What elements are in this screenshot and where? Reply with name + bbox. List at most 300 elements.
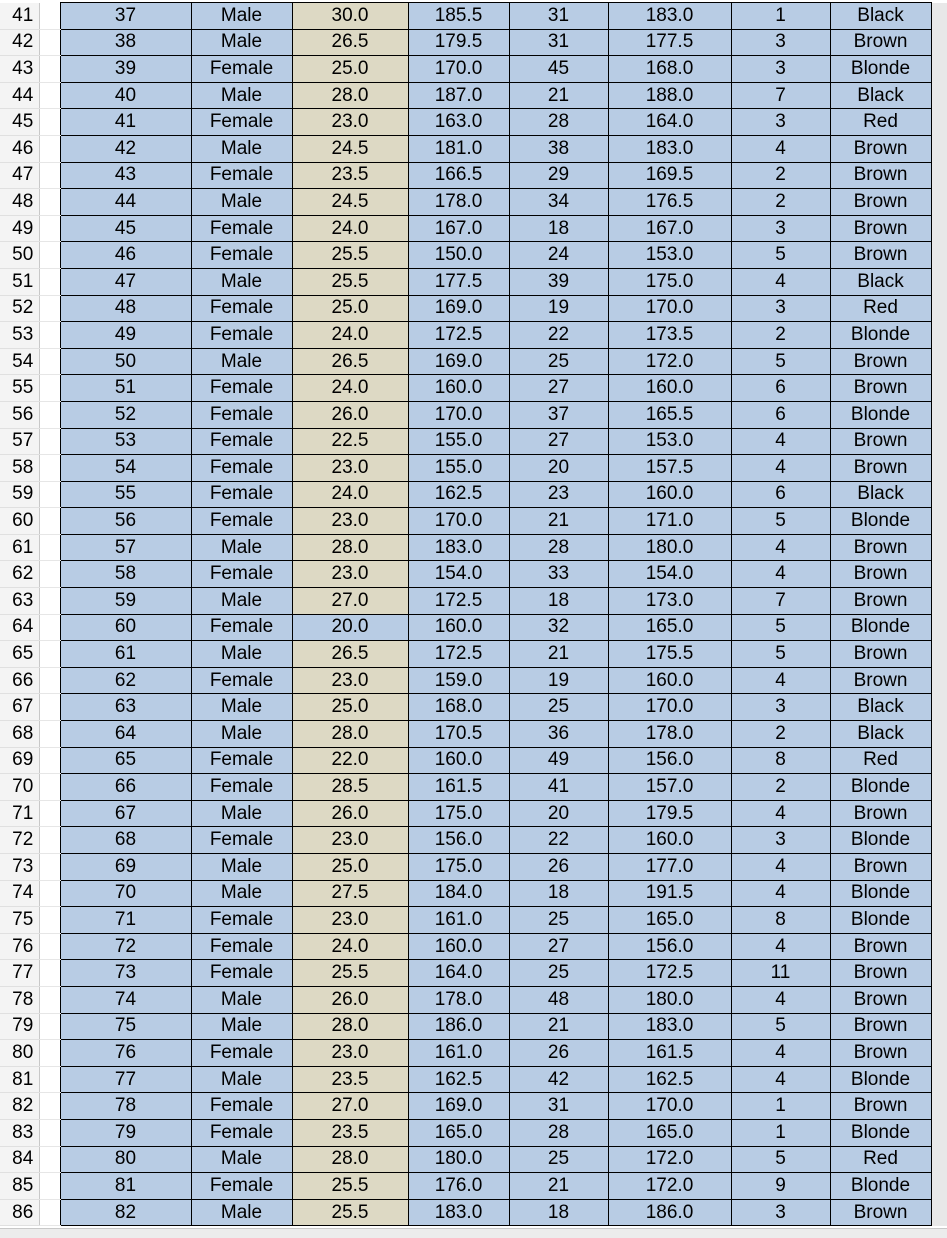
height-cell[interactable]: 185.5 (408, 3, 509, 30)
value-cell[interactable]: 37 (509, 401, 608, 428)
id-cell[interactable]: 64 (60, 721, 191, 748)
sex-cell[interactable]: Male (191, 268, 292, 295)
row-header[interactable]: 48 (0, 189, 39, 216)
hair-color-cell[interactable]: Brown (830, 428, 931, 455)
sex-cell[interactable]: Female (191, 56, 292, 83)
next-column-cell[interactable] (931, 800, 947, 827)
age-cell[interactable]: 23.0 (292, 667, 408, 694)
second-height-cell[interactable]: 161.5 (608, 1040, 731, 1067)
second-height-cell[interactable]: 170.0 (608, 694, 731, 721)
count-cell[interactable]: 5 (731, 508, 830, 535)
column-a-cell[interactable] (39, 189, 60, 216)
second-height-cell[interactable]: 180.0 (608, 534, 731, 561)
sex-cell[interactable]: Female (191, 242, 292, 269)
age-cell[interactable]: 28.0 (292, 721, 408, 748)
id-cell[interactable]: 54 (60, 455, 191, 482)
count-cell[interactable]: 5 (731, 641, 830, 668)
row-header[interactable]: 78 (0, 986, 39, 1013)
row-header[interactable]: 65 (0, 641, 39, 668)
hair-color-cell[interactable]: Brown (830, 986, 931, 1013)
row-header[interactable]: 76 (0, 933, 39, 960)
hair-color-cell[interactable]: Blonde (830, 774, 931, 801)
value-cell[interactable]: 25 (509, 907, 608, 934)
row-header[interactable]: 57 (0, 428, 39, 455)
next-column-cell[interactable] (931, 774, 947, 801)
next-column-cell[interactable] (931, 481, 947, 508)
id-cell[interactable]: 41 (60, 109, 191, 136)
height-cell[interactable]: 163.0 (408, 109, 509, 136)
second-height-cell[interactable]: 175.0 (608, 268, 731, 295)
hair-color-cell[interactable]: Blonde (830, 401, 931, 428)
count-cell[interactable]: 4 (731, 1040, 830, 1067)
count-cell[interactable]: 2 (731, 322, 830, 349)
column-a-cell[interactable] (39, 933, 60, 960)
count-cell[interactable]: 4 (731, 667, 830, 694)
second-height-cell[interactable]: 176.5 (608, 189, 731, 216)
column-a-cell[interactable] (39, 1173, 60, 1200)
height-cell[interactable]: 179.5 (408, 29, 509, 56)
second-height-cell[interactable]: 188.0 (608, 82, 731, 109)
column-a-cell[interactable] (39, 455, 60, 482)
second-height-cell[interactable]: 170.0 (608, 1093, 731, 1120)
column-a-cell[interactable] (39, 56, 60, 83)
value-cell[interactable]: 49 (509, 747, 608, 774)
second-height-cell[interactable]: 165.0 (608, 614, 731, 641)
value-cell[interactable]: 45 (509, 56, 608, 83)
age-cell[interactable]: 28.5 (292, 774, 408, 801)
sex-cell[interactable]: Male (191, 1199, 292, 1226)
row-header[interactable]: 54 (0, 348, 39, 375)
next-column-cell[interactable] (931, 588, 947, 615)
value-cell[interactable]: 20 (509, 800, 608, 827)
id-cell[interactable]: 47 (60, 268, 191, 295)
column-a-cell[interactable] (39, 375, 60, 402)
value-cell[interactable]: 26 (509, 1040, 608, 1067)
sex-cell[interactable]: Female (191, 561, 292, 588)
sex-cell[interactable]: Female (191, 455, 292, 482)
next-column-cell[interactable] (931, 747, 947, 774)
age-cell[interactable]: 27.0 (292, 1093, 408, 1120)
second-height-cell[interactable]: 183.0 (608, 135, 731, 162)
next-column-cell[interactable] (931, 1146, 947, 1173)
count-cell[interactable]: 1 (731, 1093, 830, 1120)
value-cell[interactable]: 27 (509, 428, 608, 455)
sex-cell[interactable]: Male (191, 348, 292, 375)
id-cell[interactable]: 78 (60, 1093, 191, 1120)
next-column-cell[interactable] (931, 1119, 947, 1146)
value-cell[interactable]: 21 (509, 508, 608, 535)
sex-cell[interactable]: Male (191, 1013, 292, 1040)
sex-cell[interactable]: Male (191, 986, 292, 1013)
count-cell[interactable]: 4 (731, 1066, 830, 1093)
age-cell[interactable]: 23.0 (292, 109, 408, 136)
count-cell[interactable]: 5 (731, 1146, 830, 1173)
height-cell[interactable]: 172.5 (408, 322, 509, 349)
sex-cell[interactable]: Female (191, 614, 292, 641)
sex-cell[interactable]: Male (191, 641, 292, 668)
age-cell[interactable]: 22.0 (292, 747, 408, 774)
height-cell[interactable]: 170.0 (408, 56, 509, 83)
second-height-cell[interactable]: 160.0 (608, 667, 731, 694)
age-cell[interactable]: 24.0 (292, 375, 408, 402)
sex-cell[interactable]: Female (191, 960, 292, 987)
age-cell[interactable]: 25.5 (292, 242, 408, 269)
row-header[interactable]: 81 (0, 1066, 39, 1093)
second-height-cell[interactable]: 165.0 (608, 1119, 731, 1146)
value-cell[interactable]: 31 (509, 3, 608, 30)
count-cell[interactable]: 4 (731, 561, 830, 588)
height-cell[interactable]: 162.5 (408, 1066, 509, 1093)
value-cell[interactable]: 18 (509, 1199, 608, 1226)
second-height-cell[interactable]: 178.0 (608, 721, 731, 748)
sex-cell[interactable]: Female (191, 109, 292, 136)
row-header[interactable]: 83 (0, 1119, 39, 1146)
next-column-cell[interactable] (931, 348, 947, 375)
age-cell[interactable]: 23.5 (292, 1066, 408, 1093)
id-cell[interactable]: 60 (60, 614, 191, 641)
second-height-cell[interactable]: 179.5 (608, 800, 731, 827)
height-cell[interactable]: 150.0 (408, 242, 509, 269)
second-height-cell[interactable]: 160.0 (608, 827, 731, 854)
age-cell[interactable]: 23.0 (292, 827, 408, 854)
count-cell[interactable]: 11 (731, 960, 830, 987)
second-height-cell[interactable]: 172.0 (608, 1146, 731, 1173)
id-cell[interactable]: 67 (60, 800, 191, 827)
id-cell[interactable]: 72 (60, 933, 191, 960)
id-cell[interactable]: 53 (60, 428, 191, 455)
row-header[interactable]: 41 (0, 3, 39, 30)
sex-cell[interactable]: Female (191, 295, 292, 322)
second-height-cell[interactable]: 156.0 (608, 747, 731, 774)
row-header[interactable]: 77 (0, 960, 39, 987)
count-cell[interactable]: 5 (731, 1013, 830, 1040)
id-cell[interactable]: 69 (60, 854, 191, 881)
row-header[interactable]: 67 (0, 694, 39, 721)
sex-cell[interactable]: Female (191, 162, 292, 189)
second-height-cell[interactable]: 173.0 (608, 588, 731, 615)
sex-cell[interactable]: Male (191, 694, 292, 721)
age-cell[interactable]: 24.0 (292, 933, 408, 960)
next-column-cell[interactable] (931, 721, 947, 748)
value-cell[interactable]: 25 (509, 348, 608, 375)
height-cell[interactable]: 180.0 (408, 1146, 509, 1173)
height-cell[interactable]: 160.0 (408, 375, 509, 402)
hair-color-cell[interactable]: Brown (830, 854, 931, 881)
second-height-cell[interactable]: 172.5 (608, 960, 731, 987)
height-cell[interactable]: 155.0 (408, 428, 509, 455)
row-header[interactable]: 42 (0, 29, 39, 56)
column-a-cell[interactable] (39, 82, 60, 109)
row-header[interactable]: 82 (0, 1093, 39, 1120)
column-a-cell[interactable] (39, 242, 60, 269)
count-cell[interactable]: 4 (731, 268, 830, 295)
height-cell[interactable]: 181.0 (408, 135, 509, 162)
id-cell[interactable]: 75 (60, 1013, 191, 1040)
second-height-cell[interactable]: 183.0 (608, 1013, 731, 1040)
second-height-cell[interactable]: 177.0 (608, 854, 731, 881)
count-cell[interactable]: 1 (731, 1119, 830, 1146)
value-cell[interactable]: 22 (509, 827, 608, 854)
hair-color-cell[interactable]: Blonde (830, 880, 931, 907)
row-header[interactable]: 49 (0, 215, 39, 242)
row-header[interactable]: 43 (0, 56, 39, 83)
hair-color-cell[interactable]: Red (830, 295, 931, 322)
age-cell[interactable]: 26.0 (292, 800, 408, 827)
value-cell[interactable]: 21 (509, 82, 608, 109)
count-cell[interactable]: 6 (731, 375, 830, 402)
column-a-cell[interactable] (39, 295, 60, 322)
value-cell[interactable]: 20 (509, 455, 608, 482)
value-cell[interactable]: 31 (509, 1093, 608, 1120)
second-height-cell[interactable]: 162.5 (608, 1066, 731, 1093)
count-cell[interactable]: 3 (731, 827, 830, 854)
column-a-cell[interactable] (39, 986, 60, 1013)
row-header[interactable]: 64 (0, 614, 39, 641)
id-cell[interactable]: 66 (60, 774, 191, 801)
hair-color-cell[interactable]: Blonde (830, 56, 931, 83)
sex-cell[interactable]: Female (191, 375, 292, 402)
count-cell[interactable]: 4 (731, 534, 830, 561)
hair-color-cell[interactable]: Brown (830, 588, 931, 615)
height-cell[interactable]: 183.0 (408, 534, 509, 561)
column-a-cell[interactable] (39, 747, 60, 774)
row-header[interactable]: 75 (0, 907, 39, 934)
id-cell[interactable]: 73 (60, 960, 191, 987)
next-column-cell[interactable] (931, 56, 947, 83)
value-cell[interactable]: 19 (509, 667, 608, 694)
age-cell[interactable]: 23.0 (292, 1040, 408, 1067)
count-cell[interactable]: 1 (731, 3, 830, 30)
row-header[interactable]: 69 (0, 747, 39, 774)
next-column-cell[interactable] (931, 401, 947, 428)
value-cell[interactable]: 21 (509, 1173, 608, 1200)
age-cell[interactable]: 24.5 (292, 189, 408, 216)
hair-color-cell[interactable]: Brown (830, 933, 931, 960)
height-cell[interactable]: 187.0 (408, 82, 509, 109)
row-header[interactable]: 80 (0, 1040, 39, 1067)
count-cell[interactable]: 5 (731, 242, 830, 269)
age-cell[interactable]: 24.0 (292, 215, 408, 242)
value-cell[interactable]: 27 (509, 933, 608, 960)
next-column-cell[interactable] (931, 3, 947, 30)
count-cell[interactable]: 3 (731, 295, 830, 322)
second-height-cell[interactable]: 175.5 (608, 641, 731, 668)
second-height-cell[interactable]: 173.5 (608, 322, 731, 349)
count-cell[interactable]: 3 (731, 215, 830, 242)
hair-color-cell[interactable]: Blonde (830, 1066, 931, 1093)
next-column-cell[interactable] (931, 1066, 947, 1093)
id-cell[interactable]: 40 (60, 82, 191, 109)
age-cell[interactable]: 23.0 (292, 508, 408, 535)
sex-cell[interactable]: Female (191, 322, 292, 349)
value-cell[interactable]: 38 (509, 135, 608, 162)
second-height-cell[interactable]: 170.0 (608, 295, 731, 322)
height-cell[interactable]: 169.0 (408, 295, 509, 322)
next-column-cell[interactable] (931, 455, 947, 482)
age-cell[interactable]: 23.5 (292, 162, 408, 189)
age-cell[interactable]: 20.0 (292, 614, 408, 641)
next-column-cell[interactable] (931, 135, 947, 162)
hair-color-cell[interactable]: Brown (830, 960, 931, 987)
id-cell[interactable]: 71 (60, 907, 191, 934)
row-header[interactable]: 46 (0, 135, 39, 162)
height-cell[interactable]: 183.0 (408, 1199, 509, 1226)
row-header[interactable]: 51 (0, 268, 39, 295)
age-cell[interactable]: 28.0 (292, 534, 408, 561)
height-cell[interactable]: 161.5 (408, 774, 509, 801)
hair-color-cell[interactable]: Blonde (830, 907, 931, 934)
second-height-cell[interactable]: 186.0 (608, 1199, 731, 1226)
value-cell[interactable]: 41 (509, 774, 608, 801)
age-cell[interactable]: 25.5 (292, 960, 408, 987)
count-cell[interactable]: 4 (731, 455, 830, 482)
hair-color-cell[interactable]: Blonde (830, 827, 931, 854)
id-cell[interactable]: 80 (60, 1146, 191, 1173)
id-cell[interactable]: 43 (60, 162, 191, 189)
count-cell[interactable]: 4 (731, 854, 830, 881)
next-column-cell[interactable] (931, 162, 947, 189)
height-cell[interactable]: 167.0 (408, 215, 509, 242)
value-cell[interactable]: 28 (509, 534, 608, 561)
hair-color-cell[interactable]: Brown (830, 641, 931, 668)
height-cell[interactable]: 170.5 (408, 721, 509, 748)
second-height-cell[interactable]: 157.5 (608, 455, 731, 482)
hair-color-cell[interactable]: Blonde (830, 614, 931, 641)
height-cell[interactable]: 161.0 (408, 1040, 509, 1067)
second-height-cell[interactable]: 183.0 (608, 3, 731, 30)
count-cell[interactable]: 6 (731, 481, 830, 508)
row-header[interactable]: 70 (0, 774, 39, 801)
hair-color-cell[interactable]: Brown (830, 1013, 931, 1040)
value-cell[interactable]: 28 (509, 1119, 608, 1146)
row-header[interactable]: 68 (0, 721, 39, 748)
column-a-cell[interactable] (39, 561, 60, 588)
row-header[interactable]: 47 (0, 162, 39, 189)
column-a-cell[interactable] (39, 721, 60, 748)
sex-cell[interactable]: Male (191, 29, 292, 56)
column-a-cell[interactable] (39, 588, 60, 615)
column-a-cell[interactable] (39, 880, 60, 907)
age-cell[interactable]: 28.0 (292, 82, 408, 109)
next-column-cell[interactable] (931, 29, 947, 56)
hair-color-cell[interactable]: Brown (830, 800, 931, 827)
hair-color-cell[interactable]: Blonde (830, 1173, 931, 1200)
height-cell[interactable]: 172.5 (408, 588, 509, 615)
count-cell[interactable]: 2 (731, 721, 830, 748)
id-cell[interactable]: 65 (60, 747, 191, 774)
height-cell[interactable]: 186.0 (408, 1013, 509, 1040)
height-cell[interactable]: 178.0 (408, 189, 509, 216)
age-cell[interactable]: 24.0 (292, 322, 408, 349)
count-cell[interactable]: 3 (731, 1199, 830, 1226)
age-cell[interactable]: 28.0 (292, 1146, 408, 1173)
hair-color-cell[interactable]: Blonde (830, 322, 931, 349)
age-cell[interactable]: 28.0 (292, 1013, 408, 1040)
row-header[interactable]: 86 (0, 1199, 39, 1226)
next-column-cell[interactable] (931, 109, 947, 136)
column-a-cell[interactable] (39, 534, 60, 561)
age-cell[interactable]: 27.5 (292, 880, 408, 907)
height-cell[interactable]: 172.5 (408, 641, 509, 668)
row-header[interactable]: 58 (0, 455, 39, 482)
count-cell[interactable]: 5 (731, 614, 830, 641)
second-height-cell[interactable]: 180.0 (608, 986, 731, 1013)
row-header[interactable]: 61 (0, 534, 39, 561)
hair-color-cell[interactable]: Brown (830, 667, 931, 694)
hair-color-cell[interactable]: Black (830, 694, 931, 721)
value-cell[interactable]: 22 (509, 322, 608, 349)
sex-cell[interactable]: Male (191, 854, 292, 881)
age-cell[interactable]: 26.5 (292, 29, 408, 56)
id-cell[interactable]: 74 (60, 986, 191, 1013)
second-height-cell[interactable]: 164.0 (608, 109, 731, 136)
sex-cell[interactable]: Female (191, 933, 292, 960)
height-cell[interactable]: 170.0 (408, 401, 509, 428)
id-cell[interactable]: 48 (60, 295, 191, 322)
height-cell[interactable]: 178.0 (408, 986, 509, 1013)
hair-color-cell[interactable]: Brown (830, 348, 931, 375)
age-cell[interactable]: 25.0 (292, 295, 408, 322)
count-cell[interactable]: 4 (731, 135, 830, 162)
column-a-cell[interactable] (39, 1119, 60, 1146)
value-cell[interactable]: 39 (509, 268, 608, 295)
id-cell[interactable]: 38 (60, 29, 191, 56)
id-cell[interactable]: 81 (60, 1173, 191, 1200)
row-header[interactable]: 45 (0, 109, 39, 136)
column-a-cell[interactable] (39, 1066, 60, 1093)
hair-color-cell[interactable]: Brown (830, 242, 931, 269)
value-cell[interactable]: 29 (509, 162, 608, 189)
column-a-cell[interactable] (39, 1093, 60, 1120)
second-height-cell[interactable]: 191.5 (608, 880, 731, 907)
count-cell[interactable]: 3 (731, 56, 830, 83)
row-header[interactable]: 73 (0, 854, 39, 881)
row-header[interactable]: 62 (0, 561, 39, 588)
next-column-cell[interactable] (931, 1040, 947, 1067)
value-cell[interactable]: 48 (509, 986, 608, 1013)
sex-cell[interactable]: Male (191, 82, 292, 109)
id-cell[interactable]: 79 (60, 1119, 191, 1146)
age-cell[interactable]: 26.0 (292, 986, 408, 1013)
id-cell[interactable]: 59 (60, 588, 191, 615)
next-column-cell[interactable] (931, 508, 947, 535)
next-column-cell[interactable] (931, 561, 947, 588)
sex-cell[interactable]: Female (191, 401, 292, 428)
next-column-cell[interactable] (931, 242, 947, 269)
id-cell[interactable]: 45 (60, 215, 191, 242)
sex-cell[interactable]: Male (191, 721, 292, 748)
next-column-cell[interactable] (931, 641, 947, 668)
height-cell[interactable]: 156.0 (408, 827, 509, 854)
age-cell[interactable]: 25.5 (292, 1199, 408, 1226)
column-a-cell[interactable] (39, 827, 60, 854)
next-column-cell[interactable] (931, 428, 947, 455)
count-cell[interactable]: 3 (731, 109, 830, 136)
id-cell[interactable]: 57 (60, 534, 191, 561)
second-height-cell[interactable]: 172.0 (608, 1173, 731, 1200)
column-a-cell[interactable] (39, 1013, 60, 1040)
age-cell[interactable]: 25.0 (292, 854, 408, 881)
row-header[interactable]: 53 (0, 322, 39, 349)
second-height-cell[interactable]: 165.0 (608, 907, 731, 934)
count-cell[interactable]: 6 (731, 401, 830, 428)
id-cell[interactable]: 55 (60, 481, 191, 508)
value-cell[interactable]: 18 (509, 215, 608, 242)
next-column-cell[interactable] (931, 1173, 947, 1200)
sex-cell[interactable]: Male (191, 189, 292, 216)
next-column-cell[interactable] (931, 215, 947, 242)
count-cell[interactable]: 4 (731, 933, 830, 960)
